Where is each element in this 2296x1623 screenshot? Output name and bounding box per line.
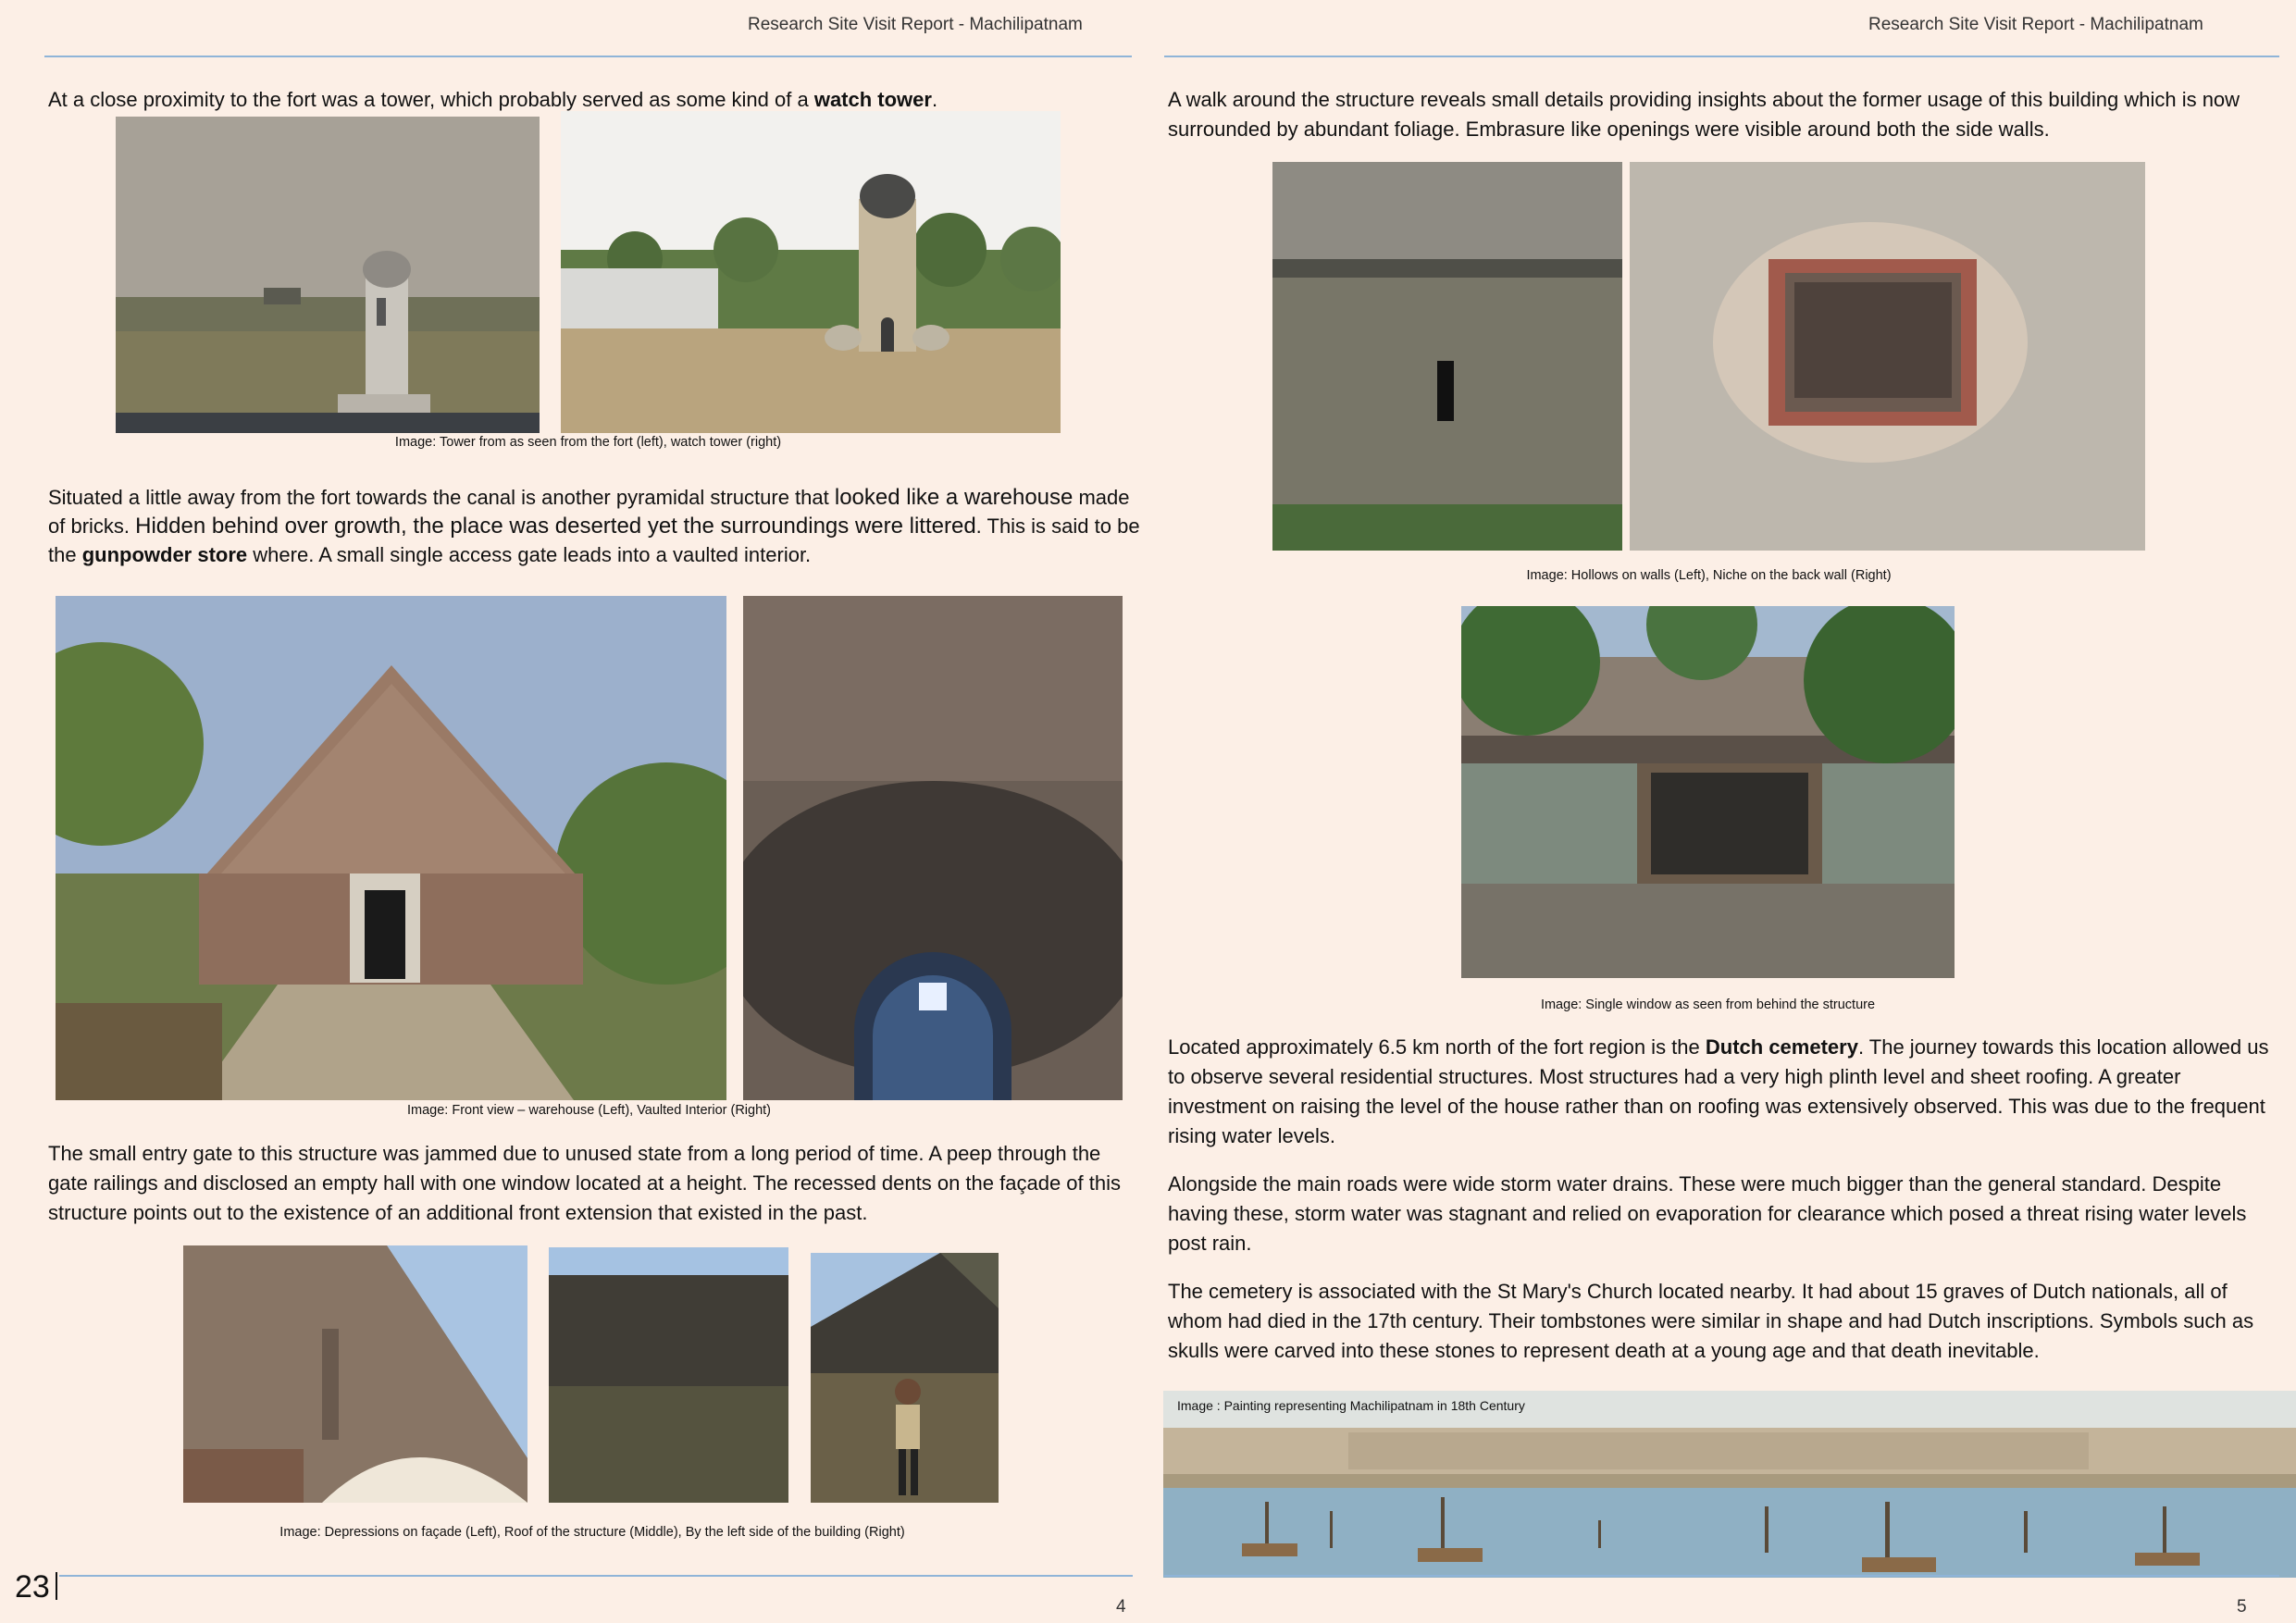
right-caption-1: Image: Hollows on walls (Left), Niche on the back wall (Right) xyxy=(1526,568,1892,583)
right-page-number: 5 xyxy=(2237,1597,2247,1617)
text-span: looked like a warehouse xyxy=(834,485,1074,510)
text-span: made of bricks. xyxy=(48,486,1130,538)
left-header-title: Research Site Visit Report - Machilipatnam xyxy=(748,15,1083,34)
right-paragraph-4: The cemetery is associated with the St Mary's Church located nearby. It had about 15 graves of Dutch nationals, all of whom had died in the 17th century. Their tombstones were similar in shape and had Dutch inscriptions. Symbols such as skulls were carved into these stones to represent death at a young age and that death inevitable. xyxy=(1168,1280,2254,1362)
right-paragraph-1: A walk around the structure reveals small details providing insights about the former usage of this building which is now surrounded by abundant foliage. Embrasure like openings were visible around both the side walls. xyxy=(1168,88,2240,141)
text-span: . This is said to be the xyxy=(48,514,1140,566)
left-caption-3: Image: Depressions on façade (Left), Roof of the structure (Middle), By the left side of the building (Right) xyxy=(279,1525,905,1540)
corner-page-number xyxy=(15,1569,57,1605)
painting-caption: Image : Painting representing Machilipatnam in 18th Century xyxy=(1177,1398,1525,1413)
right-header-rule xyxy=(1164,56,2279,57)
left-footer-rule xyxy=(59,1575,1133,1577)
text-span: . The journey towards this location allowed us to observe several residential structures. Most structures had a very high plinth level and sheet roofing. A greater investment on raising the level of the house rather than on roofing was extensively observed. This was due to the frequent rising water levels. xyxy=(1168,1035,2269,1147)
painting-machilipatnam xyxy=(1163,1391,2296,1578)
left-header-rule xyxy=(44,56,1132,57)
photo-facade-depressions xyxy=(183,1245,527,1503)
right-header-title: Research Site Visit Report - Machilipatnam xyxy=(1868,15,2203,34)
left-paragraph-2 xyxy=(48,483,1149,569)
photo-niche-back-wall xyxy=(1630,162,2145,551)
corner-number-text: 23 xyxy=(15,1569,50,1604)
left-caption-2: Image: Front view – warehouse (Left), Vaulted Interior (Right) xyxy=(406,1103,771,1118)
text-span: Located approximately 6.5 km north of the fort region is the xyxy=(1168,1035,1706,1059)
photo-hollows-on-walls xyxy=(1272,162,1622,551)
right-paragraph-2 xyxy=(1168,1033,2278,1151)
photo-roof-structure xyxy=(549,1247,788,1503)
right-footer-rule xyxy=(1164,1575,2279,1577)
bold-term: gunpowder store xyxy=(81,543,248,566)
photo-vaulted-interior xyxy=(743,596,1123,1100)
text-span: At a close proximity to the fort was a tower, which probably served as some kind of a xyxy=(48,88,814,111)
text-span: Hidden behind over growth, the place was deserted yet the surroundings were littered xyxy=(135,514,976,539)
bold-term: watch tower xyxy=(813,88,932,111)
bold-term: Dutch cemetery xyxy=(1705,1035,1858,1059)
photo-left-side-building xyxy=(811,1253,999,1503)
photo-warehouse-front xyxy=(56,596,726,1100)
photo-tower-from-fort xyxy=(116,117,540,433)
right-paragraph-3: Alongside the main roads were wide storm water drains. These were much bigger than the general standard. Despite having these, storm water was stagnant and relied on evaporation for clearance which posed a threat rising water levels post rain. xyxy=(1168,1172,2247,1255)
corner-divider xyxy=(56,1572,57,1600)
text-span: . xyxy=(931,88,938,111)
photo-single-window xyxy=(1461,606,1955,978)
right-caption-2: Image: Single window as seen from behind the structure xyxy=(1540,997,1876,1012)
right-page xyxy=(1148,0,2296,1623)
text-span: where. A small single access gate leads into a vaulted interior. xyxy=(247,543,812,566)
left-paragraph-3: The small entry gate to this structure was jammed due to unused state from a long period of time. A peep through the gate railings and disclosed an empty hall with one window located at a height. The recessed dents on the façade of this structure points out to the existence of an additional front extension that existed in the past. xyxy=(48,1142,1121,1224)
photo-watch-tower xyxy=(561,111,1061,433)
left-caption-1: Image: Tower from as seen from the fort (left), watch tower (right) xyxy=(394,435,782,450)
left-page-number: 4 xyxy=(1116,1597,1126,1617)
text-span: Situated a little away from the fort towards the canal is another pyramidal structure that xyxy=(48,486,835,509)
